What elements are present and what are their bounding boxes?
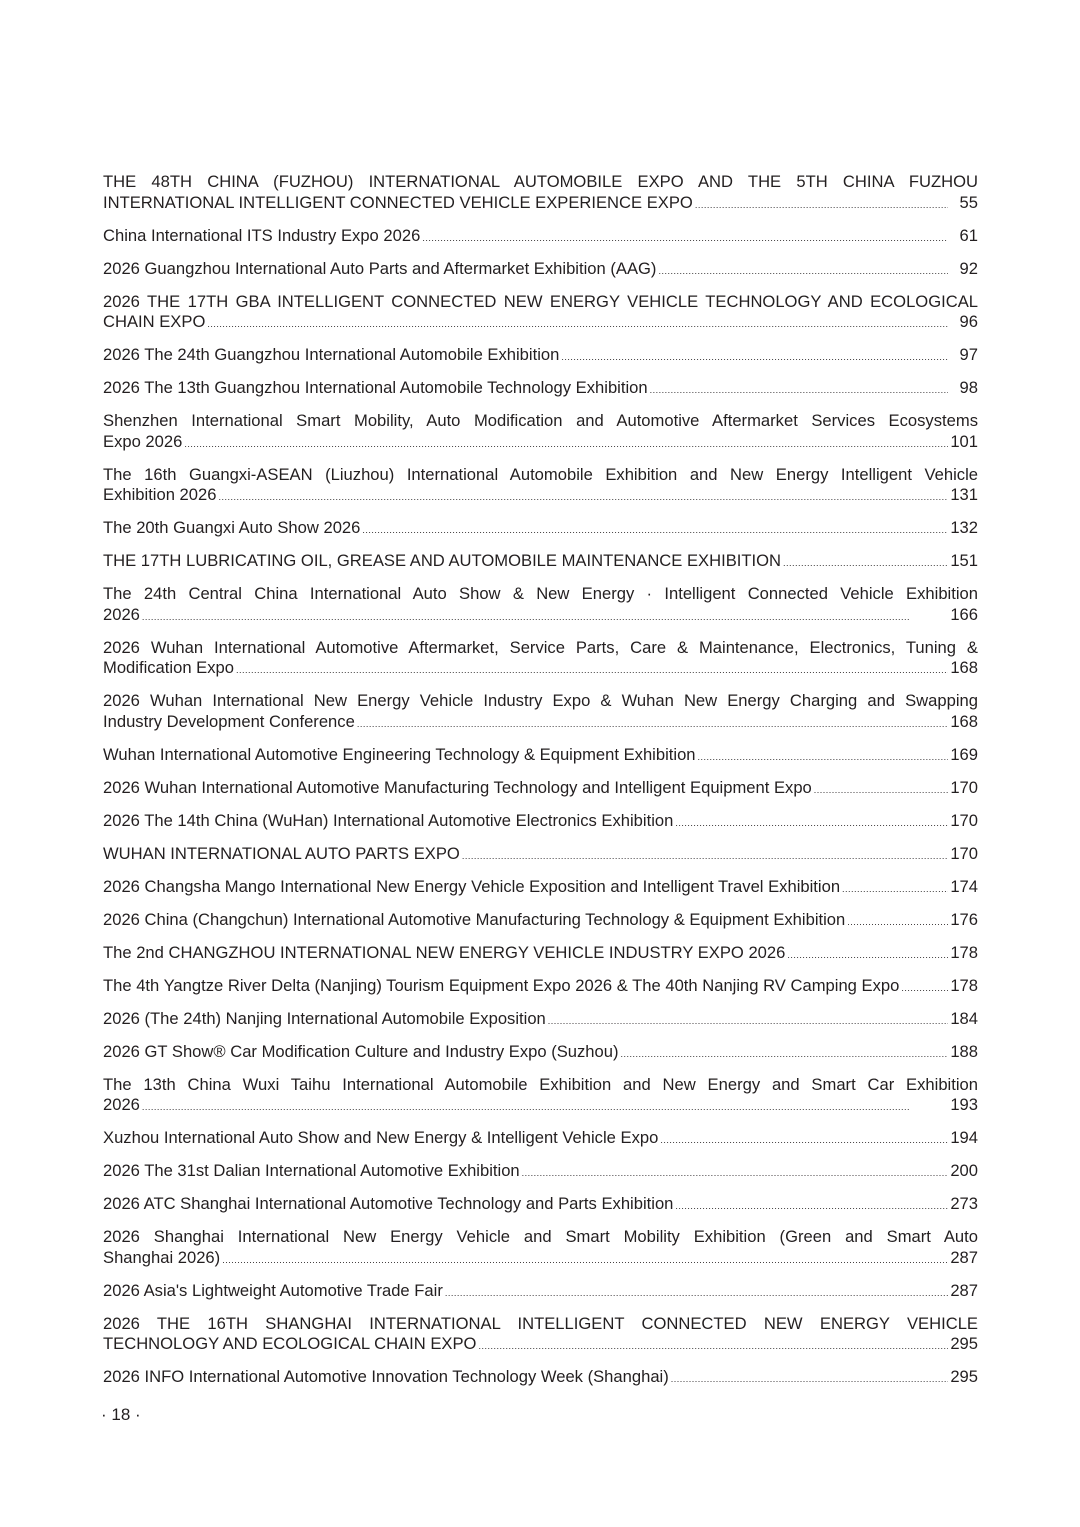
- toc-entry[interactable]: [103, 465, 978, 508]
- toc-entry-page-number: 170: [950, 810, 978, 830]
- dot-leader: [698, 747, 948, 768]
- toc-entry-title-line: 2026 THE 17TH GBA INTELLIGENT CONNECTED NEW ENERGY VEHICLE TECHNOLOGY AND ECOLOGICAL: [103, 291, 978, 311]
- toc-entry-last-line: [103, 658, 978, 681]
- dot-leader: [675, 813, 948, 834]
- toc-entry[interactable]: [103, 378, 978, 401]
- toc-entry-page-number: 174: [950, 876, 978, 896]
- dot-leader: [695, 195, 948, 216]
- toc-entry-title: Modification Expo: [103, 658, 234, 677]
- toc-entry-last-line: [103, 345, 978, 368]
- toc-entry-title: Xuzhou International Auto Show and New Energy & Intelligent Vehicle Expo: [103, 1128, 659, 1147]
- toc-entry[interactable]: [103, 1227, 978, 1270]
- toc-entry-title: 2026 (The 24th) Nanjing International Automobile Exposition: [103, 1008, 546, 1028]
- toc-entry-title: 2026: [103, 604, 140, 624]
- toc-entry-last-line: [103, 1281, 978, 1304]
- toc-entry-page-number: 168: [950, 711, 978, 731]
- dot-leader: [561, 347, 948, 368]
- toc-entry-title-line: The 13th China Wuxi Taihu International Automobile Exhibition and New Energy and Smart Car Exhibition: [103, 1074, 978, 1094]
- toc-entry[interactable]: [103, 1194, 978, 1217]
- toc-entry-last-line: [103, 1128, 978, 1151]
- toc-entry-page-number: 193: [950, 1095, 978, 1114]
- toc-entry-last-line: [103, 910, 978, 933]
- toc-entry-last-line: [103, 745, 978, 768]
- toc-entry[interactable]: [103, 292, 978, 335]
- toc-entry-title: 2026 The 24th Guangzhou International Automobile Exhibition: [103, 345, 560, 364]
- toc-entry-last-line: [103, 943, 978, 966]
- toc-entry-title: The 20th Guangxi Auto Show 2026: [103, 518, 361, 537]
- toc-entry-last-line: [103, 1161, 978, 1184]
- toc-entry-last-line: [103, 976, 978, 999]
- toc-entry-last-line: [103, 1095, 978, 1118]
- toc-entry-title: 2026 The 31st Dalian International Automotive Exhibition: [103, 1161, 520, 1180]
- toc-entry[interactable]: [103, 518, 978, 541]
- dot-leader: [184, 434, 948, 455]
- toc-entry[interactable]: [103, 1161, 978, 1184]
- page-number: · 18 ·: [101, 1405, 141, 1424]
- dot-leader: [478, 1336, 948, 1357]
- dot-leader: [462, 846, 948, 867]
- toc-entry-title: 2026 The 14th China (WuHan) International Automotive Electronics Exhibition: [103, 810, 674, 830]
- toc-entry-title: 2026 GT Show® Car Modification Culture and Industry Expo (Suzhou): [103, 1041, 619, 1061]
- toc-entry[interactable]: [103, 976, 978, 999]
- toc-entry-page-number: 132: [950, 518, 978, 537]
- toc-entry-last-line: [103, 1248, 978, 1271]
- toc-entry[interactable]: [103, 638, 978, 681]
- toc-entry-title-line: Shenzhen International Smart Mobility, Auto Modification and Automotive Aftermarket Services Ecosystems: [103, 411, 978, 430]
- toc-entry-last-line: [103, 432, 978, 455]
- toc-entry-page-number: 168: [950, 658, 978, 677]
- toc-entry-title: INTERNATIONAL INTELLIGENT CONNECTED VEHICLE EXPERIENCE EXPO: [103, 192, 693, 212]
- toc-entry-page-number: 287: [950, 1247, 978, 1267]
- toc-entry[interactable]: [103, 778, 978, 801]
- toc-entry-last-line: [103, 1042, 978, 1065]
- toc-entry-title: 2026 Wuhan International Automotive Manufacturing Technology and Intelligent Equipment Expo: [103, 777, 812, 797]
- toc-entry[interactable]: [103, 1042, 978, 1065]
- dot-leader: [901, 978, 948, 999]
- toc-entry-last-line: [103, 485, 978, 508]
- toc-entry-last-line: [103, 1194, 978, 1217]
- dot-leader: [675, 1196, 948, 1217]
- toc-entry-title: TECHNOLOGY AND ECOLOGICAL CHAIN EXPO: [103, 1334, 477, 1353]
- toc-entry-title: Industry Development Conference: [103, 711, 355, 731]
- toc-entry[interactable]: [103, 1281, 978, 1304]
- toc-entry-title: Exhibition 2026: [103, 485, 217, 504]
- toc-entry-page-number: 98: [959, 378, 978, 397]
- toc-entry-page-number: 194: [950, 1128, 978, 1147]
- toc-entry-title-line: The 16th Guangxi-ASEAN (Liuzhou) International Automobile Exhibition and New Energy Intelligent Vehicle: [103, 464, 978, 484]
- toc-entry-last-line: [103, 1334, 978, 1357]
- toc-entry[interactable]: [103, 691, 978, 734]
- toc-entry-page-number: 295: [950, 1367, 978, 1386]
- toc-entry-title: 2026 ATC Shanghai International Automotive Technology and Parts Exhibition: [103, 1194, 674, 1213]
- toc-entry-page-number: 287: [950, 1280, 978, 1300]
- dot-leader: [236, 660, 948, 681]
- toc-entry-last-line: [103, 378, 978, 401]
- toc-entry-last-line: [103, 1009, 978, 1032]
- toc-entry-last-line: [103, 844, 978, 867]
- dot-leader: [783, 553, 948, 574]
- dot-leader: [548, 1011, 948, 1032]
- toc-entry-last-line: [103, 877, 978, 900]
- dot-leader: [207, 314, 948, 335]
- toc-entry-last-line: [103, 1367, 978, 1390]
- toc-entry-page-number: 61: [959, 225, 978, 245]
- dot-leader: [842, 879, 948, 900]
- dot-leader: [658, 261, 948, 282]
- toc-entry-page-number: 92: [959, 258, 978, 278]
- toc-entry-title: 2026 The 13th Guangzhou International Automobile Technology Exhibition: [103, 378, 648, 397]
- toc-entry-title: CHAIN EXPO: [103, 312, 206, 331]
- toc-entry-last-line: [103, 259, 978, 282]
- toc-entry[interactable]: [103, 226, 978, 249]
- dot-leader: [671, 1369, 948, 1390]
- toc-entry-last-line: [103, 518, 978, 541]
- toc-entry-title: Expo 2026: [103, 431, 183, 451]
- toc-entry-title-line: THE 48TH CHINA (FUZHOU) INTERNATIONAL AUTOMOBILE EXPO AND THE 5TH CHINA FUZHOU: [103, 172, 978, 191]
- toc-entry-page-number: 101: [950, 431, 978, 451]
- toc-entry-last-line: [103, 312, 978, 335]
- toc-entry[interactable]: [103, 584, 978, 627]
- toc-entry-page-number: 273: [950, 1194, 978, 1213]
- toc-entry[interactable]: [103, 172, 978, 215]
- toc-entry[interactable]: [103, 877, 978, 900]
- toc-entry-page-number: 295: [950, 1334, 978, 1353]
- dot-leader: [218, 487, 948, 508]
- dot-leader: [660, 1130, 948, 1151]
- toc-entry[interactable]: [103, 1075, 978, 1118]
- toc-entry[interactable]: [103, 811, 978, 834]
- toc-entry-last-line: [103, 551, 978, 574]
- toc-entry-title: 2026 China (Changchun) International Automotive Manufacturing Technology & Equipment Exhibition: [103, 909, 846, 929]
- toc-entry-last-line: [103, 712, 978, 735]
- toc-entry-title: THE 17TH LUBRICATING OIL, GREASE AND AUTOMOBILE MAINTENANCE EXHIBITION: [103, 551, 782, 570]
- toc-entry-page-number: 131: [950, 485, 978, 504]
- toc-entry-title: Shanghai 2026): [103, 1247, 221, 1267]
- dot-leader: [357, 714, 948, 735]
- toc-entry-title: 2026 Guangzhou International Auto Parts and Aftermarket Exhibition (AAG): [103, 258, 657, 278]
- dot-leader: [650, 380, 948, 401]
- dot-leader: [814, 780, 948, 801]
- toc-entry-last-line: [103, 605, 978, 628]
- toc-entry[interactable]: [103, 1314, 978, 1357]
- toc-entry[interactable]: [103, 259, 978, 282]
- toc-entry[interactable]: [103, 910, 978, 933]
- toc-entry[interactable]: [103, 1128, 978, 1151]
- dot-leader: [522, 1163, 948, 1184]
- dot-leader: [847, 912, 948, 933]
- toc-entry-title: 2026 Changsha Mango International New Energy Vehicle Exposition and Intelligent Travel Exhibition: [103, 876, 841, 896]
- toc-entry-last-line: [103, 778, 978, 801]
- toc-entry[interactable]: [103, 345, 978, 368]
- toc-entry-title: The 4th Yangtze River Delta (Nanjing) Tourism Equipment Expo 2026 & The 40th Nanjing RV Camping Expo: [103, 975, 900, 995]
- toc-entry-page-number: 169: [950, 744, 978, 764]
- dot-leader: [142, 607, 948, 628]
- table-of-contents: [103, 172, 978, 1400]
- toc-entry-page-number: 188: [950, 1041, 978, 1061]
- toc-entry-title: Wuhan International Automotive Engineering Technology & Equipment Exhibition: [103, 744, 696, 764]
- toc-entry-last-line: [103, 226, 978, 249]
- toc-entry-page-number: 97: [959, 345, 978, 364]
- toc-entry-page-number: 151: [950, 551, 978, 570]
- toc-entry-page-number: 166: [950, 604, 978, 624]
- toc-entry-page-number: 184: [950, 1008, 978, 1028]
- dot-leader: [787, 945, 948, 966]
- toc-entry[interactable]: [103, 943, 978, 966]
- toc-entry-page-number: 178: [950, 975, 978, 995]
- toc-entry-title: WUHAN INTERNATIONAL AUTO PARTS EXPO: [103, 843, 460, 863]
- toc-entry[interactable]: [103, 1367, 978, 1390]
- toc-entry-last-line: [103, 811, 978, 834]
- toc-entry-title: The 2nd CHANGZHOU INTERNATIONAL NEW ENERGY VEHICLE INDUSTRY EXPO 2026: [103, 942, 786, 962]
- toc-entry-title-line: 2026 Wuhan International Automotive Aftermarket, Service Parts, Care & Maintenance, Electronics, Tuning &: [103, 637, 978, 657]
- dot-leader: [362, 520, 948, 541]
- dot-leader: [142, 1097, 948, 1118]
- toc-entry-title: 2026: [103, 1095, 140, 1114]
- toc-entry-page-number: 170: [950, 777, 978, 797]
- toc-entry-title-line: The 24th Central China International Auto Show & New Energy · Intelligent Connected Vehicle Exhibition: [103, 584, 978, 603]
- toc-entry-title: 2026 Asia's Lightweight Automotive Trade Fair: [103, 1280, 443, 1300]
- dot-leader: [621, 1044, 948, 1065]
- toc-entry-page-number: 170: [950, 843, 978, 863]
- toc-entry[interactable]: [103, 411, 978, 454]
- toc-entry-page-number: 176: [950, 909, 978, 929]
- toc-entry-title-line: 2026 Wuhan International New Energy Vehicle Industry Expo & Wuhan New Energy Charging and Swapping: [103, 691, 978, 710]
- dot-leader: [222, 1250, 948, 1271]
- toc-entry-title: 2026 INFO International Automotive Innovation Technology Week (Shanghai): [103, 1367, 669, 1386]
- dot-leader: [422, 228, 948, 249]
- toc-entry[interactable]: [103, 844, 978, 867]
- toc-entry-page-number: 178: [950, 942, 978, 962]
- toc-entry-title-line: 2026 Shanghai International New Energy Vehicle and Smart Mobility Exhibition (Green and Smart Auto: [103, 1227, 978, 1246]
- toc-entry[interactable]: [103, 745, 978, 768]
- toc-entry-title-line: 2026 THE 16TH SHANGHAI INTERNATIONAL INTELLIGENT CONNECTED NEW ENERGY VEHICLE: [103, 1313, 978, 1333]
- toc-entry[interactable]: [103, 551, 978, 574]
- dot-leader: [445, 1283, 948, 1304]
- toc-entry[interactable]: [103, 1009, 978, 1032]
- toc-entry-title: China International ITS Industry Expo 2026: [103, 225, 421, 245]
- toc-entry-page-number: 200: [950, 1161, 978, 1180]
- toc-entry-page-number: 96: [959, 312, 978, 331]
- toc-entry-last-line: [103, 193, 978, 216]
- toc-entry-page-number: 55: [959, 192, 978, 212]
